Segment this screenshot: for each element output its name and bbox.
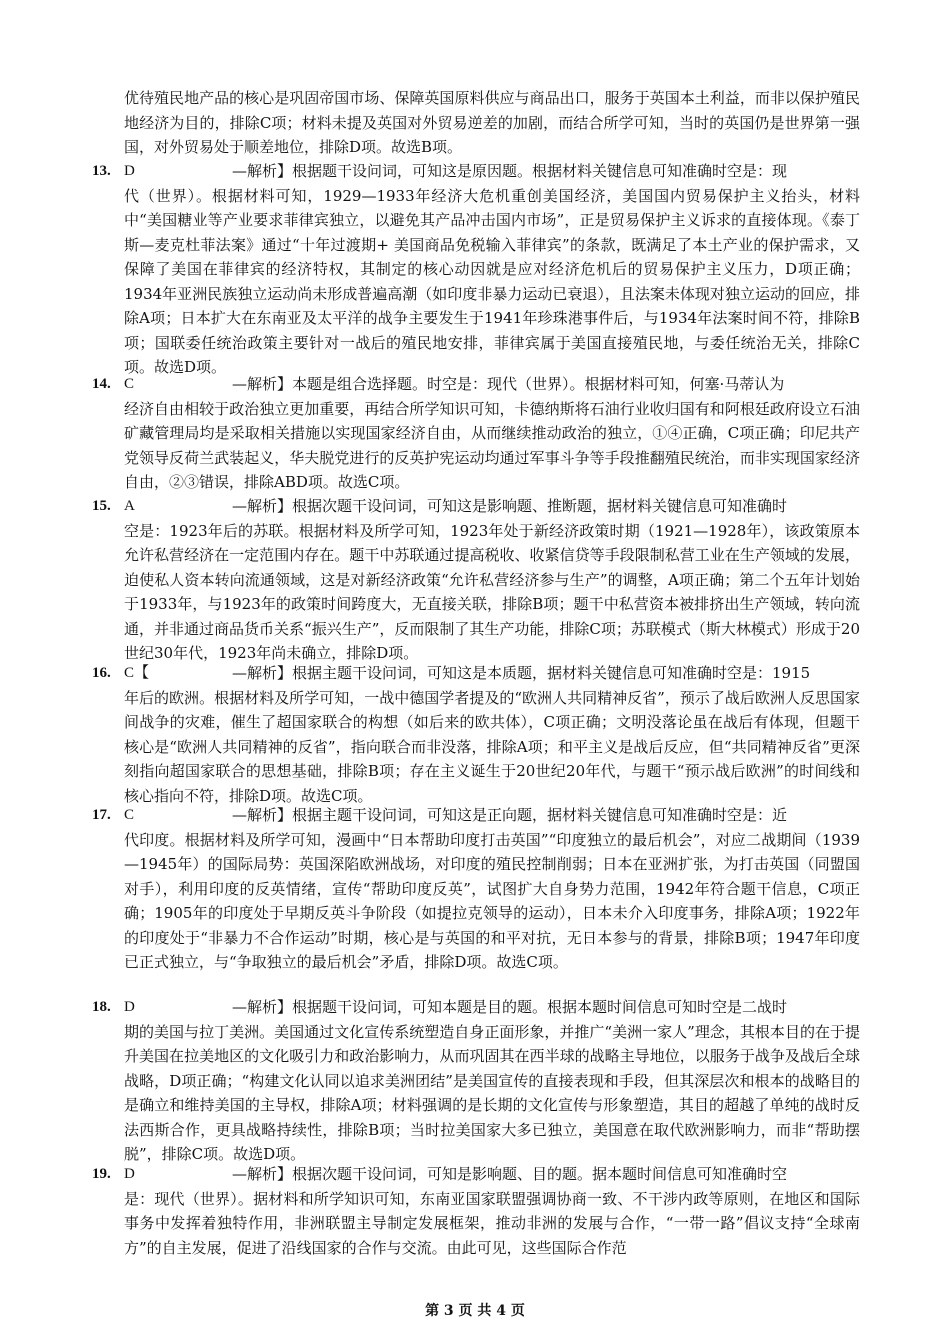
answer-item-16 [92, 661, 860, 808]
answer-item-14 [92, 372, 860, 495]
item-answer: C [124, 807, 135, 823]
item-explanation: 空是：1923年后的苏联。根据材料及所学可知，1923年处于新经济政策时期（1921—1928年），该政策原本允许私营经济在一定范围内存在。题干中苏联通过提高税收、收紧信贷等手段限制私营工业在生产领域的发展，迫使私人资本转向流通领域，这是对新经济政策“允许私营经济参与生产”的调整，A项正确；第二个五年计划始于1933年，与1923年的政策时间跨度大，无直接关联，排除B项；题干中私营资本被排挤出生产领域，转向流通，并非通过商品货币关系“振兴生产”，反而限制了其生产功能，排除C项；苏联模式（斯大林模式）形成于20世纪30年代，1923年尚未确立，排除D项。 [124, 521, 860, 662]
item-explanation-first: —解析】根据主题干设问词，可知这是正向题，据材料关键信息可知准确时空是：近 [232, 806, 788, 824]
answer-item-15 [92, 494, 860, 666]
item-number: 19. [92, 1166, 111, 1182]
answer-item-13 [92, 159, 860, 380]
item-explanation: 经济自由相较于政治独立更加重要，再结合所学知识可知，卡德纳斯将石油行业收归国有和阿根廷政府设立石油矿藏管理局均是采取相关措施以实现国家经济自由，从而继续推动政治的独立，①④正确，C项正确；印尼共产党领导反荷兰武装起义，华夫脱党进行的反英护宪运动均通过军事斗争等手段推翻殖民统治，而非实现国家经济自由，②③错误，排除ABD项。故选C项。 [124, 399, 860, 491]
answer-item-19 [92, 1162, 860, 1260]
item-explanation: 代（世界）。根据材料可知，1929—1933年经济大危机重创美国经济，美国国内贸易保护主义抬头，材料中“美国糖业等产业要求菲律宾独立，以避免其产品冲击国内市场”，正是贸易保护主义诉求的直接体现。《泰丁斯—麦克杜菲法案》通过“十年过渡期+ 美国商品免税输入菲律宾”的条款，既满足了本土产业的保护需求，又保障了美国在菲律宾的经济特权，其制定的核心动因就是应对经济危机后的贸易保护主义压力，D项正确；1934年亚洲民族独立运动尚未形成普遍高潮（如印度非暴力运动已衰退），且法案未体现对独立运动的回应，排除A项；日本扩大在东南亚及太平洋的战争主要发生于1941年珍珠港事件后，与1934年法案时间不符，排除B项；国联委任统治政策主要针对一战后的殖民地安排，菲律宾属于美国直接殖民地，与委任统治无关，排除C项。故选D项。 [124, 186, 860, 376]
item-answer: D [124, 1166, 135, 1182]
item-answer: D [124, 163, 135, 179]
item-number: 17. [92, 807, 111, 823]
answer-item-18 [92, 995, 860, 1167]
item-number: 18. [92, 999, 111, 1015]
page-footer: 第 3 页 共 4 页 [425, 1303, 525, 1319]
item-explanation: 年后的欧洲。根据材料及所学可知，一战中德国学者提及的“欧洲人共同精神反省”，预示了战后欧洲人反思国家间战争的灾难，催生了超国家联合的构想（如后来的欧共体），C项正确；文明没落论虽在战后有体现，但题干核心是“欧洲人共同精神的反省”，指向联合而非没落，排除A项；和平主义是战后反应，但“共同精神反省”更深刻指向超国家联合的思想基础，排除B项；存在主义诞生于20世纪20年代，与题干“预示战后欧洲”的时间线和核心指向不符，排除D项。故选C项。 [124, 688, 860, 805]
item-explanation-first: —解析】根据题干设问词，可知本题是目的题。根据本题时间信息可知时空是二战时 [232, 998, 788, 1016]
item-explanation-first: —解析】根据次题干设问词，可知这是影响题、推断题，据材料关键信息可知准确时 [232, 497, 788, 515]
item-explanation: 是：现代（世界）。据材料和所学知识可知，东南亚国家联盟强调协商一致、不干涉内政等原则，在地区和国际事务中发挥着独特作用，非洲联盟主导制定发展框架，推动非洲的发展与合作，“一带一路”倡议支持“全球南方”的自主发展，促进了沿线国家的合作与交流。由此可见，这些国际合作范 [124, 1189, 860, 1257]
item-number: 13. [92, 163, 111, 179]
item-explanation-first: —解析】根据主题干设问词，可知这是本质题，据材料关键信息可知准确时空是：1915 [232, 664, 811, 682]
item-answer: A [124, 498, 135, 514]
item-explanation-first: —解析】本题是组合选择题。时空是：现代（世界）。根据材料可知，何塞·马蒂认为 [232, 375, 785, 393]
item-number: 16. [92, 665, 111, 681]
item-answer: D [124, 999, 135, 1015]
item-explanation: 代印度。根据材料及所学可知，漫画中“日本帮助印度打击英国”“印度独立的最后机会”，对应二战期间（1939—1945年）的国际局势：英国深陷欧洲战场，对印度的殖民控制削弱；日本在亚洲扩张，为打击英国（同盟国对手），利用印度的反英情绪，宣传“帮助印度反英”，试图扩大自身势力范围，1942年符合题干信息，C项正确；1905年的印度处于早期反英斗争阶段（如提拉克领导的运动），日本未介入印度事务，排除A项；1922年的印度处于“非暴力不合作运动”时期，核心是与英国的和平对抗，无日本参与的背景，排除B项；1947年印度已正式独立，与“争取独立的最后机会”矛盾，排除D项。故选C项。 [124, 830, 860, 971]
answer-item-17 [92, 803, 860, 975]
item-explanation: 期的美国与拉丁美洲。美国通过文化宣传系统塑造自身正面形象，并推广“美洲一家人”理念，其根本目的在于提升美国在拉美地区的文化吸引力和政治影响力，从而巩固其在西半球的战略主导地位，以服务于战争及战后全球战略，D项正确；“构建文化认同以追求美洲团结”是美国宣传的直接表现和手段，但其深层次和根本的战略目的是确立和维持美国的主导权，排除A项；材料强调的是长期的文化宣传与形象塑造，其目的超越了单纯的战时反法西斯合作，更具战略持续性，排除B项；当时拉美国家大多已独立，美国意在取代欧洲影响力，而非“帮助摆脱”，排除C项。故选D项。 [124, 1022, 860, 1163]
item-answer: C【 [124, 665, 150, 681]
item-number: 15. [92, 498, 111, 514]
item-answer: C [124, 376, 135, 392]
item-number: 14. [92, 376, 111, 392]
intro-paragraph: 优待殖民地产品的核心是巩固帝国市场、保障英国原料供应与商品出口，服务于英国本土利益，而非以保护殖民地经济为目的，排除C项；材料未提及英国对外贸易逆差的加剧，而结合所学可知，当时的英国仍是世界第一强国，对外贸易处于顺差地位，排除D项。故选B项。 [124, 89, 860, 156]
item-explanation-first: —解析】根据题干设问词，可知这是原因题。根据材料关键信息可知准确时空是：现 [232, 162, 788, 180]
item-explanation-first: —解析】根据次题干设问词，可知是影响题、目的题。据本题时间信息可知准确时空 [232, 1165, 788, 1183]
